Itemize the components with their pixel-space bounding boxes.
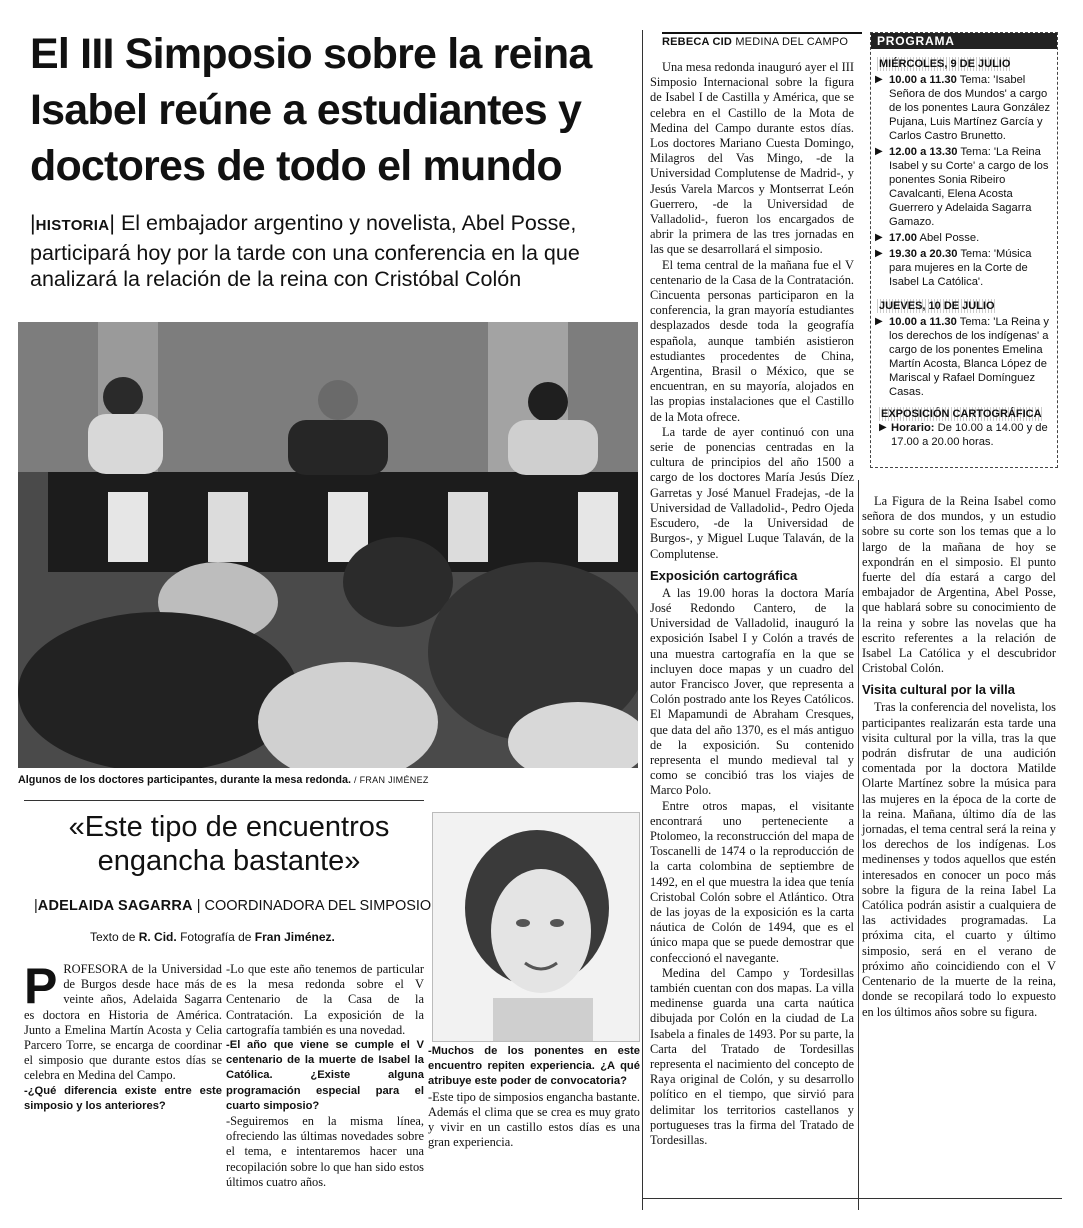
dropcap: P	[24, 958, 58, 1014]
section-heading: Visita cultural por la villa	[862, 682, 1015, 698]
main-photo	[18, 322, 638, 768]
interview-credit: Texto de R. Cid. Fotografía de Fran Jiménez.	[90, 930, 335, 944]
byline-author: REBECA CID	[662, 36, 733, 48]
question: -El año que viene se cumple el V centenario de la muerte de Isabel la Católica. ¿Existe alguna programación especial para el cuarto simposio?	[226, 1039, 424, 1112]
headline: El III Simposio sobre la reina Isabel reúne a estudiantes y doctores de todo el mundo	[30, 30, 592, 190]
arrow-icon: ▶	[879, 422, 887, 433]
interview-column-3	[428, 1044, 640, 1150]
subhead: |HISTORIA| El embajador argentino y novelista, Abel Posse, participará hoy por la tarde con una conferencia en la que analizará la relación de la reina con Cristóbal Colón	[30, 211, 580, 291]
programa-item	[871, 145, 1053, 229]
section-tag: HISTORIA	[35, 217, 110, 234]
programa-day1-items	[871, 73, 1057, 289]
question: -Muchos de los ponentes en este encuentro repiten experiencia. ¿A qué atribuye este poder de convocatoria?	[428, 1045, 640, 1088]
portrait-illustration	[433, 813, 640, 1042]
interviewee-role: COORDINADORA DEL SIMPOSIO	[204, 898, 432, 914]
question: -¿Qué diferencia existe entre este simposio y los anteriores?	[24, 1084, 222, 1112]
article-column-1: Una mesa redonda inauguró ayer el III Simposio Internacional sobre la figura de Isabel I de Castilla y América, que se celebra en el Castillo de la Mota de Medina del Campo durante estos días. Los doctores Mariano Cuesta Domingo, Milagros del Vas Mingo, -de la Universidad Complutense de Madrid-, y Jesús Varela Marcos y Montserrat León Guerrero, -de la Universidad de Valladolid-, fueron los encargados de abrir la primera de las tres jornadas en las que se desarrollará el simposio. El tema central de la mañana fue el V centenario de la Casa de la Contratación. Cincuenta personas participaron en la conferencia, la gran mayoría estudiantes desplazados desde toda la geografía española, aunque también asistieron estudiantes procedentes de China, Argentina, Brasil o México, que se encuentran, en su mayoría, alojados en las propias instalaciones que el Castillo de la Mota ofrece. La tarde de ayer continuó con una serie de ponencias centradas en la cultura de principios del año 1500 a cargo de los doctores María Jesús Díez Garretas y José Manuel Fradejas, -de la Universidad de Valladolid-, Pedro Ojeda Escudero, -de la Universidad de Burgos-, y Miguel Luque Talaván, de la Complutense. Exposición cartográfica A las 19.00 horas la doctora María José Redondo Cantero, de la Universidad de Valladolid, inauguró la exposición Isabel I y Colón a través de una muestra cartografía en la que se incluyen doce mapas y un cuadro del autor Francisco Jover, que representa a Colón postrado ante los Reyes Católicos. El Mapamundi de Abraham Cresques, que data del año 1370, es el más antiguo de la exposición. Su contenido representa el mundo medieval tal y como se concibió tras los viajes de Marco Polo. Entre otros mapas, el visitante encontrará uno perteneciente a Ptolomeo, la reconstrucción del mapa de Toscanelli de 1474 o la reproducción de la carta colombina de septiembre de 1492, en el que muestra la idea que tenía Cristobal Colón sobre el Atlántico. Otra de las joyas de la exposición es la carta náutica de Colón de 1494, que es el único mapa que se puede demostrar que confeccionó el navegante. Medina del Campo y Tordesillas también cuentan con dos mapas. La villa medinense guarda una carta naútica dibujada por Colón en la ciudad de La Isabela a finales de 1493. Por su parte, la Carta del Tratado de Tordesillas representa el nacimiento del concepto de Raya original de Colón, y su desarrollo político en el tiempo, que sirvió para delimitar los territorios castellanos y portugueses tras la firma del Tratado de Tordesillas.	[650, 60, 854, 1148]
interview-column-2	[226, 962, 424, 1190]
programa-time: 19.30 a 20.30	[889, 248, 958, 260]
conference-photo-illustration	[18, 322, 638, 768]
programa-day: JUEVES, 10 DE JULIO	[879, 300, 995, 312]
byline-place: MEDINA DEL CAMPO	[735, 36, 849, 48]
answer: -Lo que este año tenemos de particular es la mesa redonda sobre el V Centenario de la Casa de la Contratación. La exposición de la cartografía también es una novedad.	[226, 962, 424, 1037]
arrow-icon: ▶	[875, 146, 883, 157]
programa-day2-items	[871, 315, 1057, 399]
interviewee-name: ADELAIDA SAGARRA	[37, 898, 193, 914]
programa-text: Tema: 'Isabel Señora de dos Mundos' a cargo de los ponentes Laura González Pujana, Luis Martínez García y Carlos Castro Brunetto.	[889, 74, 1051, 142]
arrow-icon: ▶	[875, 248, 883, 259]
answer: -Seguiremos en la misma línea, ofreciendo las últimas novedades sobre el tema, e intentaremos hacer una recopilación sobre lo que han sido estos últimos cuatro años.	[226, 1114, 424, 1189]
expo-title: EXPOSICIÓN CARTOGRÁFICA	[881, 408, 1042, 420]
interview-top-rule	[24, 800, 424, 801]
programa-item	[871, 315, 1053, 399]
section-heading: Exposición cartográfica	[650, 567, 798, 583]
programa-time: 10.00 a 11.30	[889, 74, 957, 86]
programa-day: MIÉRCOLES, 9 DE JULIO	[879, 58, 1011, 70]
programa-time: 17.00	[889, 232, 917, 244]
answer: -Este tipo de simposios engancha bastante. Además el clima que se crea es muy grato y vivir en un castillo estos días es una gran experiencia.	[428, 1089, 640, 1150]
interview-byline: |ADELAIDA SAGARRA | COORDINADORA DEL SIMPOSIO	[34, 898, 432, 914]
programa-box	[870, 32, 1058, 468]
photo-credit: / FRAN JIMÉNEZ	[353, 775, 429, 785]
column-divider	[858, 480, 859, 1210]
portrait-photo	[432, 812, 640, 1042]
photo-caption	[18, 774, 638, 786]
programa-title: PROGRAMA	[871, 33, 1057, 49]
bottom-rule	[642, 1198, 1062, 1199]
programa-item: ▶ Horario: De 10.00 a 14.00 y de 17.00 a 20.00 horas.	[879, 422, 1048, 448]
programa-text: Tema: 'Música para mujeres en la Corte de Isabel La Católica'.	[889, 248, 1032, 288]
interview-quote: «Este tipo de encuentros engancha bastante»	[68, 811, 390, 877]
programa-time: 10.00 a 11.30	[889, 316, 957, 328]
programa-text: Tema: 'La Reina Isabel y su Corte' a cargo de los ponentes Sonia Ribeiro Cavalcanti, Elena Acosta Guerrero y Adelaida Sagarra Gamazo.	[889, 146, 1049, 228]
programa-item	[871, 73, 1053, 143]
programa-text: Tema: 'La Reina y los derechos de los indígenas' a cargo de los ponentes Emelina Martín Acosta, Blanca López de Mariscal y Rafael Domínguez Casas.	[889, 316, 1049, 398]
programa-time: 12.00 a 13.30	[889, 146, 958, 158]
interview-column-1: PROFESORA de la Universidad de Burgos desde hace más de veinte años, Adelaida Sagarra es doctora en Historia de América. Junto a Emelina Martín Acosta y Celia Parcero Torre, se encarga de coordinar el simposio que durante estos días se celebra en Medina del Campo. -¿Qué diferencia existe entre este simposio y los anteriores?	[24, 962, 222, 1114]
column-divider	[642, 30, 643, 1210]
article-column-2: La Figura de la Reina Isabel como señora de dos mundos, y un estudio sobre su corte son los temas que a lo largo de la mañana de hoy se expondrán en el simposio. El punto fuerte del día estará a cargo del embajador de Argentina, Abel Posse, que hablará sobre su conocimiento de la reina y sobre las novelas que ha escrito referentes a la relación de Isabel La Católica y el descubridor Cristobal Colón. Visita cultural por la villa Tras la conferencia del novelista, los participantes realizarán esta tarde una visita cultural por la villa, tras la que podrán disfrutar de una audición comentada por la doctora Matilde Olarte Martínez sobre la música para las mujeres en la época de la corte de la reina. Mañana, último día de las jornadas, el tema central será la reina y los derechos de los indígenas. Los medinenses y todos aquellos que estén interesados en conocer un poco más sobre la figura de la reina Iabel La Católica podrán asistir a cualquiera de las actividades programadas. La próxima cita, el cuarto y último simposio, será en el verano de próximo año coincidiendo con el V Centenario de la muerte de la reina, donde se recopilará todo lo expuesto en los últimos años sobre su figura.	[862, 494, 1056, 1019]
arrow-icon: ▶	[875, 316, 883, 327]
programa-item	[871, 247, 1053, 289]
caption-text: Algunos de los doctores participantes, durante la mesa redonda.	[18, 774, 351, 786]
programa-item	[871, 231, 1053, 245]
arrow-icon: ▶	[875, 232, 883, 243]
article-byline	[662, 32, 862, 48]
programa-expo	[871, 407, 1057, 449]
programa-text: Abel Posse.	[919, 232, 980, 244]
subhead-text: El embajador argentino y novelista, Abel Posse, participará hoy por la tarde con una conferencia en la que analizará la relación de la reina con Cristóbal Colón	[30, 211, 580, 291]
arrow-icon: ▶	[875, 74, 883, 85]
